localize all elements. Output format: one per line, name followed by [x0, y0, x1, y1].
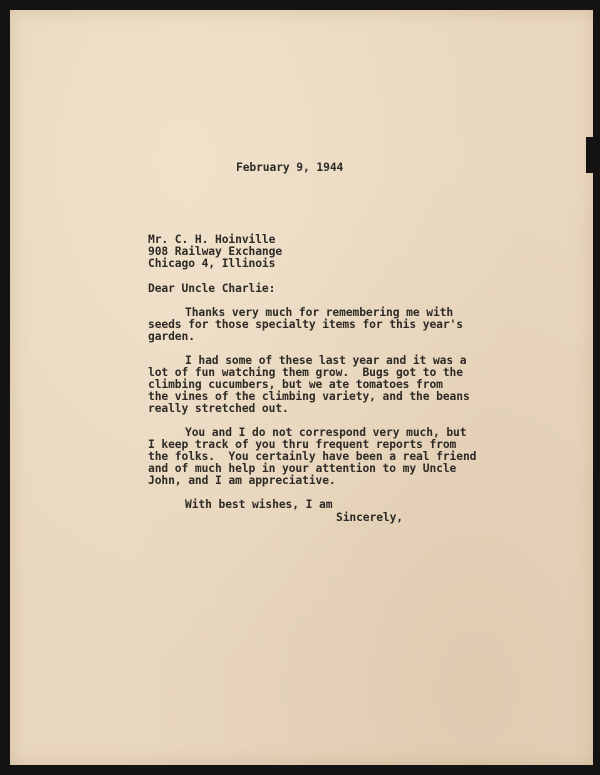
paragraph-line: the folks. You certainly have been a real friend — [148, 450, 477, 463]
paragraph-line: You and I do not correspond very much, but — [185, 426, 467, 439]
paragraph-line: and of much help in your attention to my Uncle — [148, 462, 457, 475]
letter-date: February 9, 1944 — [236, 161, 344, 174]
paragraph-line: I had some of these last year and it was a — [185, 354, 467, 367]
paragraph-line: climbing cucumbers, but we ate tomatoes from — [148, 378, 443, 391]
paragraph-line: I keep track of you thru frequent reports from — [148, 438, 457, 451]
paragraph-line: seeds for those specialty items for this year's — [148, 318, 463, 331]
address-line: Chicago 4, Illinois — [148, 257, 276, 270]
address-line: Mr. C. H. Hoinville — [148, 233, 276, 246]
paragraph-line: the vines of the climbing variety, and the beans — [148, 390, 470, 403]
paragraph-line: John, and I am appreciative. — [148, 474, 336, 487]
paragraph-line: Thanks very much for remembering me with — [185, 306, 454, 319]
paragraph-line: lot of fun watching them grow. Bugs got to the — [148, 366, 463, 379]
paragraph-line: really stretched out. — [148, 402, 289, 415]
salutation: Dear Uncle Charlie: — [148, 282, 276, 295]
paragraph-line: garden. — [148, 330, 195, 343]
address-line: 908 Railway Exchange — [148, 245, 283, 258]
closing-line: With best wishes, I am — [185, 498, 333, 511]
sign-off: Sincerely, — [336, 511, 404, 524]
